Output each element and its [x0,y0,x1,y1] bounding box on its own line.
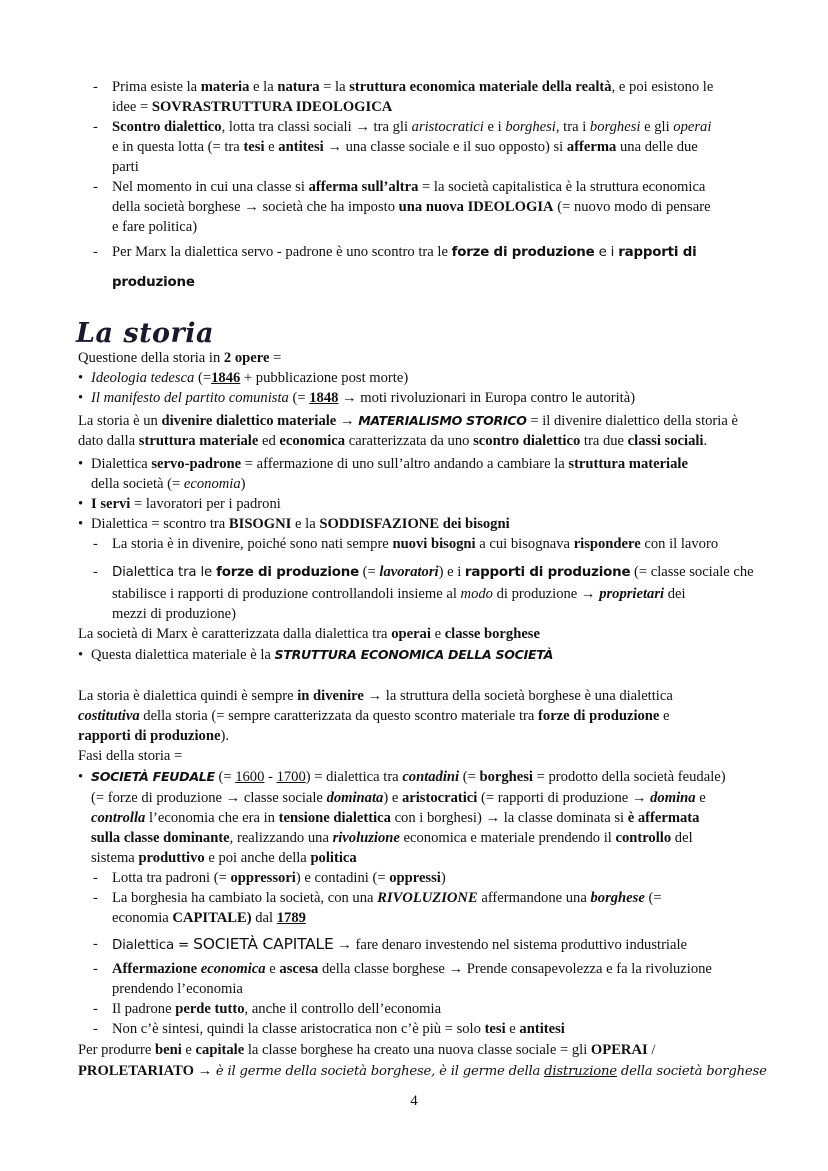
text-run: e [695,790,706,806]
text-line [112,117,711,137]
text-run: produttivo [138,850,205,866]
text-run: → la struttura della società borghese è una dialettica [363,688,673,704]
dash-marker: - [93,936,98,952]
text-run: e [181,1042,196,1058]
text-run: della società borghese [616,1064,767,1079]
text-run: , e poi esistono le [611,79,714,95]
text-run: (= rapporti di produzione → [477,790,651,806]
text-run: → moti rivoluzionari in Europa contro le autorità) [338,390,636,406]
text-line [91,808,699,828]
text-run: Per produrre [78,1042,155,1058]
text-run: 1789 [276,910,306,926]
text-run: (= [359,564,380,580]
text-run: a cui bisognava [475,536,574,552]
text-run: economia [112,910,173,926]
text-run: produzione [112,275,195,290]
dash-marker: - [93,119,98,135]
text-run: e in questa lotta (= tra [112,139,244,155]
text-run: forze di produzione [538,708,660,724]
text-run: STRUTTURA ECONOMICA DELLA SOCIETÀ [274,647,554,662]
text-run: con il lavoro [640,536,719,552]
text-run: lavoratori [379,564,439,580]
text-run: rapporti di produzione [464,565,631,580]
text-run: modo [460,586,493,602]
text-run: = prodotto della società feudale) [532,769,726,785]
text-run: dominata [326,790,384,806]
text-run: Dialettica = scontro tra [91,516,229,532]
text-run: ed [258,433,280,449]
bullet-marker: • [78,496,84,512]
text-run: è affermata [627,810,700,826]
text-run: Affermazione [112,961,198,977]
text-run: perde tutto [175,1001,245,1017]
text-run: CAPITALE) [172,910,252,926]
text-line [91,514,510,534]
text-run: sulla classe dominante [91,830,230,846]
text-line [112,999,441,1019]
text-line [78,726,229,746]
text-run: 2 opere [223,350,270,366]
text-run: rivoluzione [332,830,400,846]
text-run: tra due [580,433,628,449]
text-run: Non c’è sintesi, quindi la classe aristocratica non c’è più = solo [112,1021,485,1037]
text-run: = la società capitalistica è la struttura economica [418,179,706,195]
text-line [112,197,711,217]
text-line [112,979,243,999]
text-run: / [647,1042,656,1058]
text-run: OPERAI [590,1042,648,1058]
text-run: Ideologia tedesca [91,370,195,386]
text-run: nuovi bisogni [392,536,476,552]
text-run: antitesi [278,139,324,155]
text-line [91,645,553,665]
text-run: e fare politica) [112,219,198,235]
text-run: afferma sull’altra [308,179,419,195]
text-line [112,888,662,908]
text-run: , realizzando una [229,830,333,846]
text-run: , tra i [555,119,590,135]
text-run: = il divenire dialettico della storia è [526,413,738,429]
text-run: La società di Marx è caratterizzata dalla dialettica tra [78,626,392,642]
text-run: RIVOLUZIONE [377,890,478,906]
text-line [112,604,236,624]
text-run: borghese [590,890,645,906]
text-run: (= [288,390,310,406]
text-run: → [193,1063,216,1079]
text-run: tesi [243,139,265,155]
bullet-marker: • [78,370,84,386]
text-line [91,494,281,514]
text-run: aristocratici [401,790,478,806]
text-run: servo-padrone [151,456,242,472]
text-run: ) e contadini (= [295,870,390,886]
text-run: borghesi [505,119,556,135]
text-run: ). [220,728,229,744]
text-run: costitutiva [78,708,140,724]
text-run: 1848 [309,390,339,406]
text-run: Questa dialettica materiale è la [91,647,275,663]
text-run: divenire dialettico materiale [161,413,337,429]
text-run: di produzione → [492,586,600,602]
text-run: Prima esiste la [112,79,201,95]
text-run: idee = [112,99,152,115]
text-line [112,272,195,293]
text-run: della storia (= sempre caratterizzata da questo scontro materiale tra [139,708,539,724]
text-run: della società borghese → società che ha imposto [112,199,399,215]
text-line [91,388,635,408]
text-run: tesi [484,1021,506,1037]
text-run: e gli [640,119,674,135]
text-run: Il padrone [112,1001,176,1017]
text-line [112,868,446,888]
bullet-marker: • [78,516,84,532]
text-run: SOCIETÀ CAPITALE [193,935,334,953]
text-run: capitale [195,1042,245,1058]
bullet-marker: • [78,390,84,406]
text-run: , lotta tra classi sociali → tra gli [221,119,412,135]
text-run: oppressi [389,870,441,886]
text-run: (= [459,769,480,785]
text-run: La storia è un [78,413,162,429]
text-line [112,562,754,583]
text-run: Questione della storia in [78,350,224,366]
text-run: antitesi [519,1021,565,1037]
text-run: struttura economica materiale della realtà [349,79,612,95]
text-run: ) e [383,790,402,806]
text-line [112,137,698,157]
text-run: (= classe sociale che [630,564,754,580]
dash-marker: - [93,244,98,260]
text-run: natura [277,79,320,95]
text-run: dal [251,910,277,926]
text-run: I servi [91,496,131,512]
text-run: la classe borghese ha creato una nuova classe sociale = gli [244,1042,591,1058]
text-run: del [671,830,693,846]
text-line [78,686,673,706]
text-run: La borghesia ha cambiato la società, con una [112,890,378,906]
text-run: sistema [91,850,139,866]
text-run: in divenire [297,688,364,704]
text-run: operai [391,626,431,642]
text-run: l’economia che era in [145,810,279,826]
text-run: economica [279,433,346,449]
text-run: classe borghese [444,626,540,642]
text-run: MATERIALISMO STORICO [358,413,527,428]
text-run: e [430,626,445,642]
text-run: della società (= [91,476,184,492]
text-line [112,934,687,956]
text-run: è il germe della società borghese, è il germe della [215,1064,545,1079]
text-run: = lavoratori per i padroni [130,496,281,512]
text-run: 1846 [211,370,241,386]
text-run: e [264,139,279,155]
text-line [112,177,705,197]
text-run: → una classe sociale e il suo opposto) si [323,139,567,155]
text-run: e poi anche della [204,850,311,866]
text-line [78,624,540,644]
text-run: una nuova IDEOLOGIA [398,199,554,215]
text-line [112,1019,565,1039]
text-run: struttura materiale [138,433,259,449]
text-run: aristocratici [411,119,484,135]
text-line [78,348,281,368]
text-run: e [659,708,670,724]
text-line [112,584,686,604]
text-run: La storia è dialettica quindi è sempre [78,688,298,704]
text-run: economica [200,961,266,977]
text-run: Dialettica tra le [112,565,217,580]
text-line [91,848,357,868]
text-run: Fasi della storia = [78,748,183,764]
text-run: economica e materiale prendendo il [399,830,616,846]
text-run: e [265,961,280,977]
text-run: BISOGNI [228,516,292,532]
text-run: Dialettica = [112,938,194,953]
text-run: - [264,769,277,785]
text-run: borghesi [479,769,533,785]
text-line [112,908,306,928]
text-run: e i [594,245,619,260]
text-run: Nel momento in cui una classe si [112,179,309,195]
dash-marker: - [93,536,98,552]
text-line [91,788,706,808]
text-run: . [703,433,708,449]
text-line [78,1040,655,1060]
text-run: = la [319,79,350,95]
text-run: domina [650,790,696,806]
text-run: dato dalla [78,433,139,449]
text-run: 1700 [276,769,306,785]
dash-marker: - [93,961,98,977]
text-run: con i borghesi) → la classe dominata si [390,810,628,826]
text-run: dei [664,586,686,602]
text-run: distruzione [544,1064,617,1079]
text-run: = affermazione di uno sull’altro andando a cambiare la [241,456,569,472]
text-line [112,534,718,554]
text-line [112,157,139,177]
text-run: PROLETARIATO [78,1063,194,1079]
dash-marker: - [93,870,98,886]
text-run: rapporti di [618,245,697,260]
text-run: scontro dialettico [473,433,581,449]
text-line [78,431,707,451]
text-line [91,454,688,474]
text-run: caratterizzata da uno [345,433,474,449]
text-run: Il manifesto del partito comunista [91,390,289,406]
text-line [91,767,726,787]
text-run: ) [440,870,446,886]
text-run: e la [249,79,278,95]
text-run: proprietari [599,586,665,602]
text-run: e i [483,119,506,135]
text-run: parti [112,159,139,175]
text-run: (= forze di produzione → classe sociale [91,790,327,806]
text-run: SOVRASTRUTTURA IDEOLOGICA [151,99,393,115]
text-run: beni [155,1042,182,1058]
text-line [112,217,197,237]
text-run: stabilisce i rapporti di produzione controllandoli insieme al [112,586,461,602]
dash-marker: - [93,79,98,95]
bullet-marker: • [78,769,84,785]
text-run: forze di produzione [451,245,595,260]
text-run: (= [214,769,236,785]
text-run: → fare denaro investendo nel sistema produttivo industriale [333,937,687,953]
text-run: operai [673,119,712,135]
text-run: = [269,350,282,366]
text-run: Lotta tra padroni (= [112,870,231,886]
text-run: ascesa [279,961,319,977]
text-line [78,411,738,431]
text-line [112,959,712,979]
text-run: rispondere [573,536,641,552]
dash-marker: - [93,1001,98,1017]
dash-marker: - [93,179,98,195]
text-line [78,746,182,766]
text-run: SODDISFAZIONE dei bisogni [319,516,510,532]
text-run: e [505,1021,520,1037]
text-line [112,77,713,97]
text-run: borghesi [589,119,641,135]
text-run: affermandone una [477,890,591,906]
text-run: (= [644,890,662,906]
text-run: Per Marx la dialettica servo - padrone è uno scontro tra le [112,244,452,260]
text-run: classi sociali [627,433,704,449]
text-line [78,706,670,726]
dash-marker: - [93,1021,98,1037]
text-run: materia [200,79,250,95]
text-run: una delle due [616,139,698,155]
text-run: contadini [402,769,460,785]
text-run: + pubblicazione post morte) [240,370,409,386]
dash-marker: - [93,564,98,580]
text-run: ) [240,476,246,492]
text-run: Dialettica [91,456,152,472]
text-run: La storia è in divenire, poiché sono nati sempre [112,536,393,552]
bullet-marker: • [78,647,84,663]
text-run: , anche il controllo dell’economia [244,1001,442,1017]
text-run: politica [310,850,357,866]
text-run: ) = dialettica tra [305,769,403,785]
text-run: (= nuovo modo di pensare [553,199,711,215]
text-run: economia [183,476,241,492]
text-line [91,828,693,848]
section-heading-la-storia: La storia [76,318,215,349]
text-run: → [336,413,359,429]
text-run: ) e i [438,564,465,580]
text-run: forze di produzione [216,565,359,580]
dash-marker: - [93,890,98,906]
page-number: 4 [410,1093,418,1109]
text-run: della classe borghese → Prende consapevolezza e fa la rivoluzione [318,961,712,977]
text-line [112,97,392,117]
text-line [78,1061,767,1082]
text-run: tensione dialettica [278,810,391,826]
text-run: mezzi di produzione) [112,606,236,622]
text-run: oppressori [230,870,296,886]
text-run: prendendo l’economia [112,981,243,997]
text-run: controlla [91,810,146,826]
text-run: controllo [615,830,672,846]
text-line [91,368,408,388]
text-run: rapporti di produzione [78,728,221,744]
text-line [91,474,246,494]
bullet-marker: • [78,456,84,472]
text-run: Scontro dialettico [112,119,222,135]
text-run: afferma [566,139,617,155]
text-run: struttura materiale [568,456,688,472]
text-run: 1600 [235,769,265,785]
text-run: SOCIETÀ FEUDALE [91,769,215,784]
text-run: e la [291,516,320,532]
text-run: (= [194,370,212,386]
text-line [112,242,697,263]
